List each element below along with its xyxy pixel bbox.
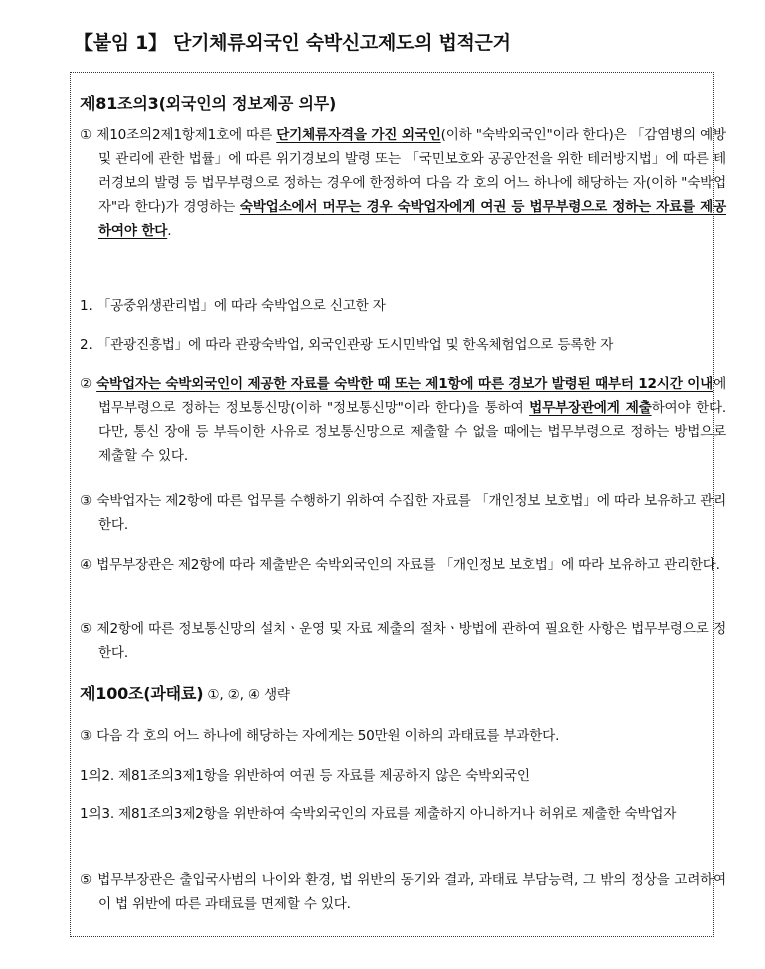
paragraph-1-intro: ① 제10조의2제1항제1호에 따른	[80, 127, 277, 143]
article-81-3-paragraph-5: ⑤ 제2항에 따른 정보통신망의 설치ㆍ운영 및 자료 제출의 절차ㆍ방법에 관하여 필요한 사항은 법무부령으로 정한다.	[80, 621, 726, 661]
article-100-heading-line	[80, 682, 708, 707]
paragraph-1-end: .	[167, 223, 172, 239]
paragraph-2-body: 에 법무부령으로 정하는 정보통신망(이하 "정보통신망"이라 한다)을 통하여	[98, 376, 727, 416]
article-81-3-heading: 제81조의3(외국인의 정보제공 의무)	[80, 94, 337, 113]
paragraph-1-emphasis-foreigner: 단기체류자격을 가진 외국인	[276, 127, 441, 143]
article-100-item-1-2: 1의2. 제81조의3제1항을 위반하여 여권 등 자료를 제공하지 않은 숙박외국인	[80, 768, 530, 784]
article-81-3-item-2: 2. 「관광진흥법」에 따라 관광숙박업, 외국인관광 도시민박업 및 한옥체험업으로 등록한 자	[80, 337, 614, 353]
article-100-item-1-3: 1의3. 제81조의3제2항을 위반하여 숙박외국인의 자료를 제출하지 아니하거나 허위로 제출한 숙박업자	[80, 806, 677, 822]
paragraph-1-body: (이하 "숙박외국인"이라 한다)은 「감염병의 예방 및 관리에 관한 법률」에 따른 위기경보의 발령 또는 「국민보호와 공공안전을 위한 테러방지법」에 따른 테러경보의 발령 등 법무부령으로 정하는 경우에 한정하여 다음 각 호의 어느 하나에 해당하는 자(이하 "숙박업자"라 한다)가 경영하는	[98, 127, 726, 215]
paragraph-2-end: 하여야 한다. 다만, 통신 장애 등 부득이한 사유로 정보통신망으로 제출할 수 없을 때에는 법무부령으로 정하는 방법으로 제출할 수 있다.	[98, 400, 726, 464]
article-81-3-paragraph-4: ④ 법무부장관은 제2항에 따라 제출받은 숙박외국인의 자료를 「개인정보 보호법」에 따라 보유하고 관리한다.	[80, 557, 720, 573]
paragraph-2-emphasis-deadline: 숙박업자는 숙박외국인이 제공한 자료를 숙박한 때 또는 제1항에 따른 경보가 발령된 때부터 12시간 이내	[96, 376, 714, 392]
article-81-3-paragraph-3: ③ 숙박업자는 제2항에 따른 업무를 수행하기 위하여 수집한 자료를 「개인정보 보호법」에 따라 보유하고 관리한다.	[80, 493, 726, 533]
article-100-heading: 제100조(과태료)	[80, 684, 204, 703]
page-title: 【붙임 1】 단기체류외국인 숙박신고제도의 법적근거	[74, 32, 511, 54]
paragraph-2-emphasis-submit: 법무부장관에게 제출	[529, 400, 652, 416]
article-100-omitted: ①, ②, ④ 생략	[203, 687, 290, 703]
article-81-3-paragraph-2	[80, 372, 726, 468]
paragraph-2-number: ②	[80, 376, 97, 392]
article-81-3-item-1: 1. 「공중위생관리법」에 따라 숙박업으로 신고한 자	[80, 298, 386, 314]
article-100-paragraph-5: ⑤ 법무부장관은 출입국사범의 나이와 환경, 법 위반의 동기와 결과, 과태료 부담능력, 그 밖의 정상을 고려하여 이 법 위반에 따른 과태료를 면제할 수 있다.	[80, 872, 726, 912]
article-81-3-paragraph-1	[80, 123, 726, 243]
paragraph-1-emphasis-duty: 숙박업소에서 머무는 경우 숙박업자에게 여권 등 법무부령으로 정하는 자료를 제공하여야 한다	[98, 199, 726, 239]
article-100-paragraph-3: ③ 다음 각 호의 어느 하나에 해당하는 자에게는 50만원 이하의 과태료를 부과한다.	[80, 728, 560, 744]
